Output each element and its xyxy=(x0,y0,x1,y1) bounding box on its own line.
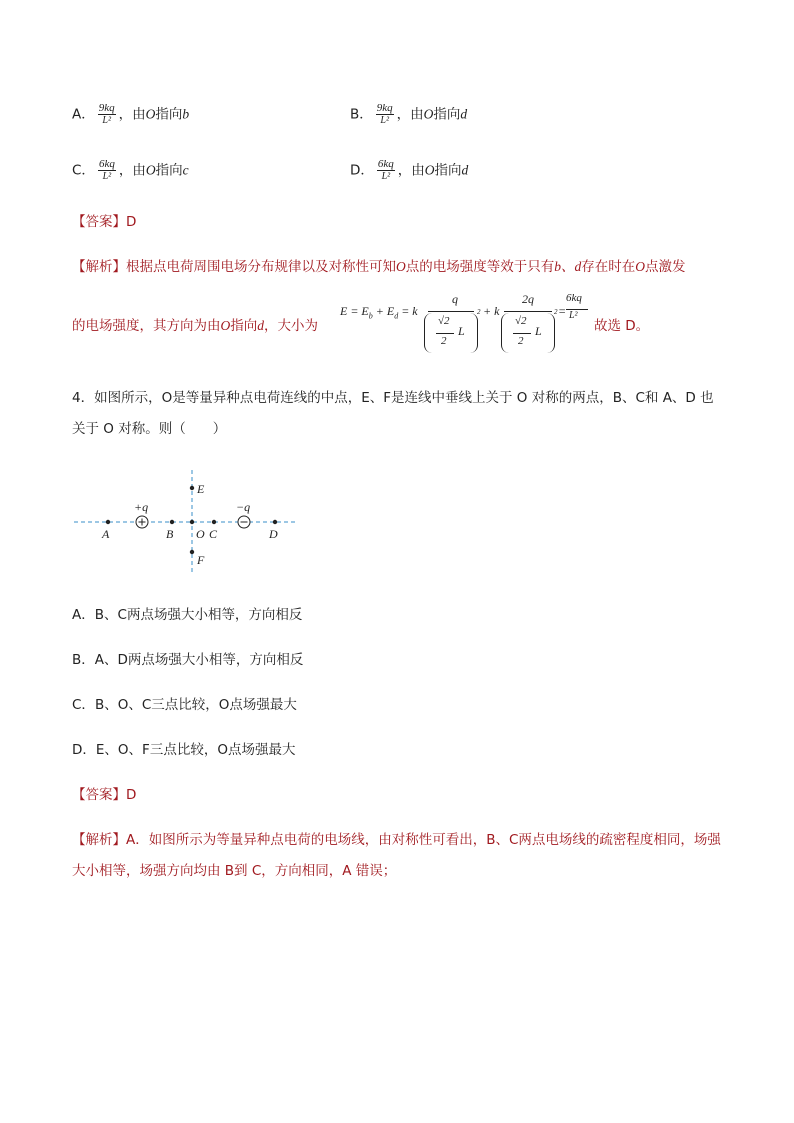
option-4a: A．B、C两点场强大小相等，方向相反 xyxy=(72,607,303,623)
label-E: E xyxy=(197,482,205,496)
charge-diagram xyxy=(70,466,302,576)
option-4d: D．E、O、F三点比较，O点场强最大 xyxy=(72,742,296,758)
label-F: F xyxy=(197,553,205,567)
option-4b: B．A、D两点场强大小相等，方向相反 xyxy=(72,652,304,668)
label-C: C xyxy=(209,527,218,541)
point-O xyxy=(190,520,194,524)
analysis-2-line-2: 大小相等，场强方向均由 B到 C，方向相同，A 错误； xyxy=(72,863,397,879)
point-C xyxy=(212,520,216,524)
point-D xyxy=(273,520,277,524)
question-4-line-1: 4．如图所示，O是等量异种点电荷连线的中点，E、F是连线中垂线上关于 O 对称的两点，B、C和 A、D 也 xyxy=(72,390,714,406)
option-3a: A． $\frac{9kq}{\text{L²}}$ ，由O指向b xyxy=(72,102,190,126)
field-formula: $E = E_b + E_d = k$ q √2 2 L 2 + k 2q √2 2 L 2 = 6kq L² xyxy=(340,288,590,358)
option-letter: A． xyxy=(72,106,95,123)
label-A: A xyxy=(102,527,110,541)
fraction: $\frac{6kq}{\text{L²}}$ xyxy=(98,158,115,182)
question-4-line-2: 关于 O 对称。则（ ） xyxy=(72,421,227,437)
option-3b: B． $\frac{9kq}{\text{L²}}$ ，由O指向d xyxy=(350,102,468,126)
analysis-2-line-1: 【解析】A．如图所示为等量异种点电荷的电场线，由对称性可看出，B、C两点电场线的疏密程度相同，场强 xyxy=(72,832,721,848)
point-A xyxy=(106,520,110,524)
answer-line-2: 【答案】D xyxy=(72,787,137,803)
option-4c: C．B、O、C三点比较，O点场强最大 xyxy=(72,697,297,713)
fraction: $\frac{6kq}{\text{L²}}$ xyxy=(377,158,394,182)
label-B: B xyxy=(166,527,174,541)
label-O: O xyxy=(196,527,205,541)
label-minus-q: −q xyxy=(236,500,251,514)
label-plus-q: +q xyxy=(134,500,149,514)
option-3c: C． $\frac{6kq}{\text{L²}}$ ，由O指向c xyxy=(72,158,189,182)
analysis-line-2a: 的电场强度，其方向为由O指向d，大小为 xyxy=(72,318,318,334)
point-E xyxy=(190,486,194,490)
answer-line: 【答案】D xyxy=(72,214,137,230)
option-3d: D． $\frac{6kq}{\text{L²}}$ ，由O指向d xyxy=(350,158,469,182)
label-D: D xyxy=(269,527,278,541)
analysis-line-2b: 故选 D。 xyxy=(594,318,650,334)
analysis-line-1: 【解析】根据点电荷周围电场分布规律以及对称性可知O点的电场强度等效于只有b、d存在时在O点激发 xyxy=(72,259,686,275)
fraction: $\frac{9kq}{\text{L²}}$ xyxy=(376,102,393,126)
fraction: $\frac{9kq}{\text{L²}}$ xyxy=(98,102,115,126)
point-B xyxy=(170,520,174,524)
point-F xyxy=(190,550,194,554)
